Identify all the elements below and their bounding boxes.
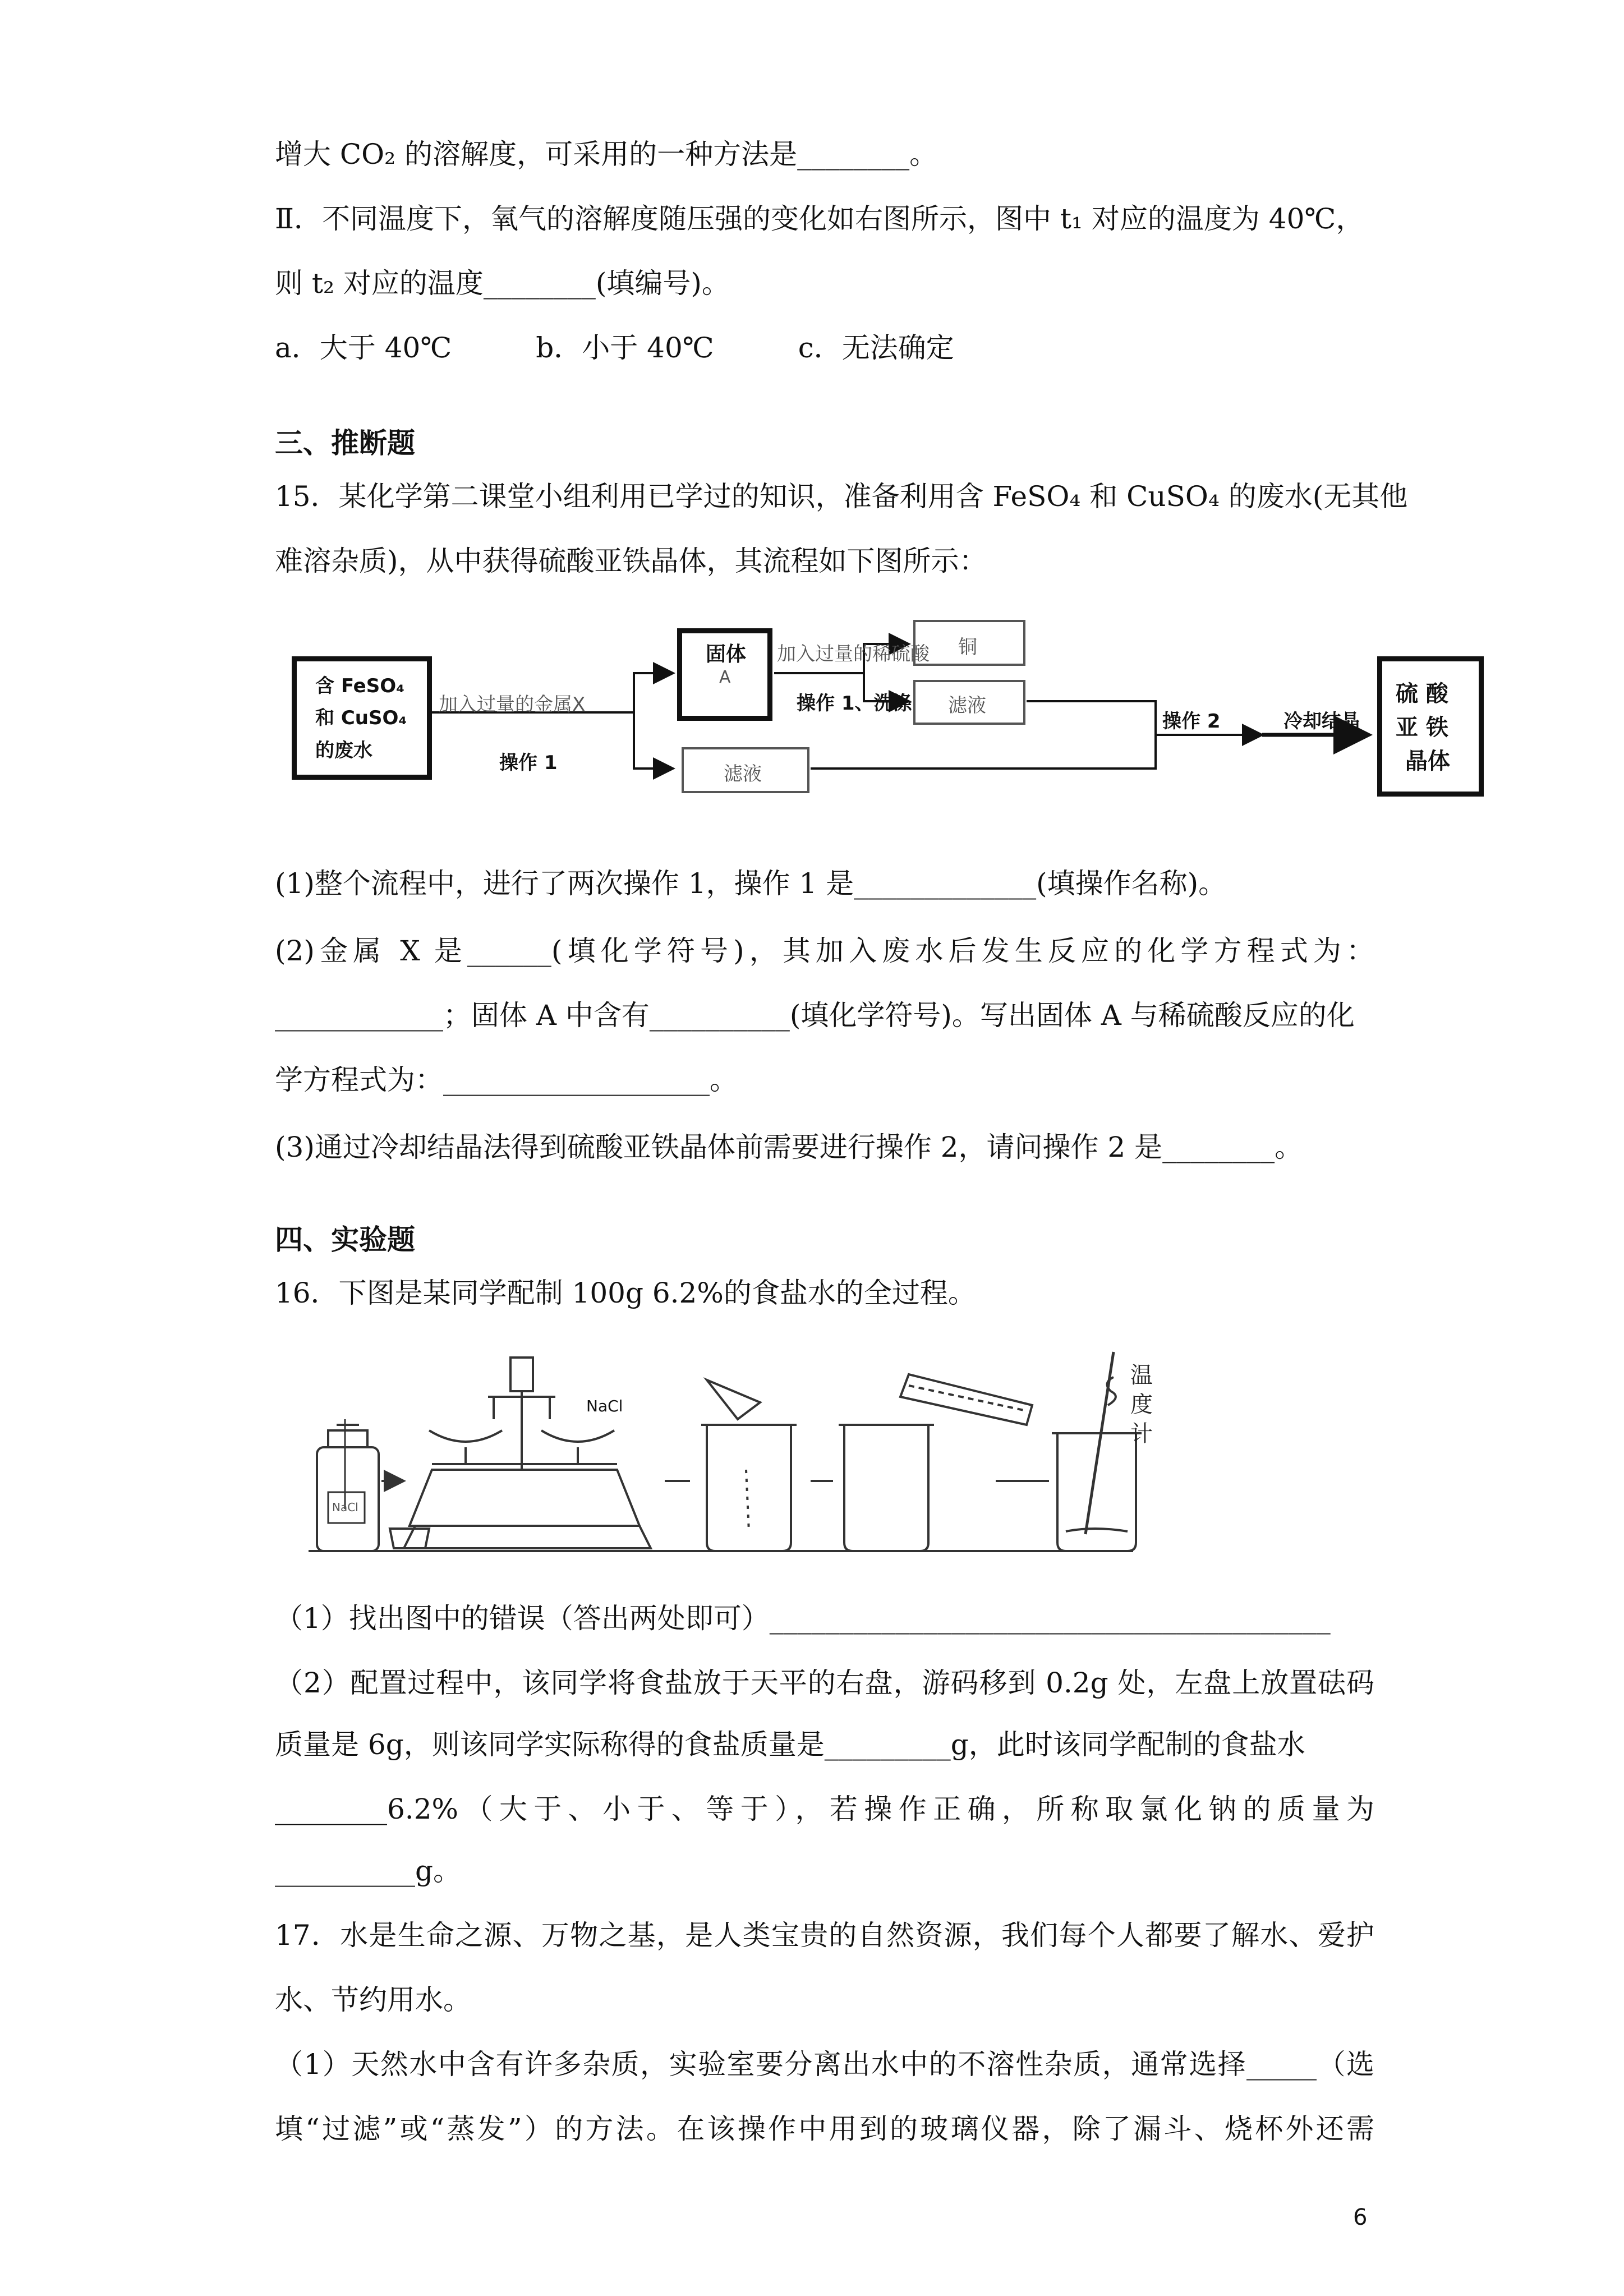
op2-label: 操作 2 bbox=[1162, 710, 1221, 733]
beaker-2 bbox=[844, 1425, 928, 1551]
solid-a-label-1: 固体 bbox=[706, 643, 747, 666]
question-15-stem: 难溶杂质)，从中获得硫酸亚铁晶体，其流程如下图所示： bbox=[275, 545, 987, 577]
section-heading: 三、推断题 bbox=[275, 427, 415, 459]
question-15-part-3: (3)通过冷却结晶法得到硫酸亚铁晶体前需要进行操作 2，请问操作 2 是________。 bbox=[275, 1131, 1303, 1163]
question-15-part-1: (1)整个流程中，进行了两次操作 1，操作 1 是_____________(填操作名称)。 bbox=[275, 867, 1227, 900]
question-16-part-2: 质量是 6g，则该同学实际称得的食盐质量是_________g，此时该同学配制的食盐水 bbox=[275, 1728, 1305, 1761]
question-17-part-1: （1）天然水中含有许多杂质，实验室要分离出水中的不溶性杂质，通常选择_____（选 bbox=[275, 2048, 1374, 2081]
text-line: 则 t₂ 对应的温度________(填编号)。 bbox=[275, 267, 730, 300]
solution-prep-figure bbox=[303, 1341, 1161, 1565]
text-line: a．大于 40℃ b．小于 40℃ c．无法确定 bbox=[275, 332, 954, 364]
jar-label: NaCl bbox=[332, 1501, 358, 1514]
reagent-jar bbox=[317, 1447, 379, 1551]
add-metal-label: 加入过量的金属X bbox=[439, 693, 586, 716]
page-number: 6 bbox=[1353, 2205, 1368, 2230]
question-16-stem: 16．下图是某同学配制 100g 6.2%的食盐水的全过程。 bbox=[275, 1277, 976, 1309]
product-line-3: 晶体 bbox=[1405, 748, 1450, 774]
product-line-1: 硫 酸 bbox=[1396, 681, 1448, 707]
question-15-part-2: (2)金属 X 是______(填化学符号)，其加入废水后发生反应的化学方程式为： bbox=[275, 935, 1374, 967]
question-16-part-2: ________6.2%（大于、小于、等于），若操作正确，所称取氯化钠的质量为 bbox=[275, 1793, 1374, 1825]
balance-body bbox=[410, 1470, 640, 1526]
flowchart bbox=[292, 617, 1487, 830]
op1-wash-label: 操作 1、洗涤 bbox=[797, 692, 912, 715]
question-15-part-2: ____________；固体 A 中含有__________(填化学符号)。写出固体 A 与稀硫酸反应的化 bbox=[275, 999, 1355, 1032]
add-acid-label: 加入过量的稀硫酸 bbox=[777, 643, 930, 665]
question-16-part-2: （2）配置过程中，该同学将食盐放于天平的右盘，游码移到 0.2g 处，左盘上放置砝码 bbox=[275, 1667, 1374, 1699]
filtrate-top-label: 滤液 bbox=[948, 694, 986, 717]
product-line-2: 亚 铁 bbox=[1396, 715, 1448, 740]
balance-left-pan bbox=[429, 1430, 502, 1442]
question-16-part-1: （1）找出图中的错误（答出两处即可）________________________________________ bbox=[275, 1602, 1331, 1635]
beaker-3 bbox=[1057, 1433, 1136, 1551]
text-line: Ⅱ．不同温度下，氧气的溶解度随压强的变化如右图所示，图中 t₁ 对应的温度为 40℃， bbox=[275, 203, 1364, 235]
cooling-label: 冷却结晶 bbox=[1283, 710, 1360, 733]
balance-label: NaCl bbox=[586, 1397, 623, 1415]
copper-label: 铜 bbox=[958, 636, 977, 659]
graduated-cylinder bbox=[900, 1374, 1032, 1425]
question-15-stem: 15．某化学第二课堂小组利用已学过的知识，准备利用含 FeSO₄ 和 CuSO₄ 的废水(无其他 bbox=[275, 480, 1408, 513]
question-15-part-2: 学方程式为：___________________。 bbox=[275, 1064, 738, 1096]
op1-label: 操作 1 bbox=[499, 752, 558, 774]
apparatus-drawing bbox=[303, 1341, 1161, 1565]
start-line-3: 的废水 bbox=[315, 739, 372, 762]
thermometer-label: 度 bbox=[1130, 1392, 1153, 1418]
filtrate-bottom-label: 滤液 bbox=[724, 763, 762, 785]
question-16-part-2: __________g。 bbox=[275, 1855, 462, 1887]
section-heading: 四、实验题 bbox=[275, 1223, 415, 1256]
question-17-stem: 水、节约用水。 bbox=[275, 1984, 471, 2016]
question-17-stem: 17．水是生命之源、万物之基，是人类宝贵的自然资源，我们每个人都要了解水、爱护 bbox=[275, 1919, 1374, 1952]
start-line-2: 和 CuSO₄ bbox=[315, 707, 407, 729]
beaker-1 bbox=[707, 1425, 791, 1551]
text-line: 增大 CO₂ 的溶解度，可采用的一种方法是________。 bbox=[275, 138, 938, 171]
solid-a-label-2: A bbox=[719, 668, 731, 687]
thermometer-label: 计 bbox=[1130, 1421, 1153, 1447]
thermometer-label: 温 bbox=[1130, 1363, 1153, 1388]
start-line-1: 含 FeSO₄ bbox=[315, 675, 405, 697]
question-17-part-1: 填“过滤”或“蒸发”）的方法。在该操作中用到的玻璃仪器，除了漏斗、烧杯外还需 bbox=[275, 2113, 1374, 2145]
